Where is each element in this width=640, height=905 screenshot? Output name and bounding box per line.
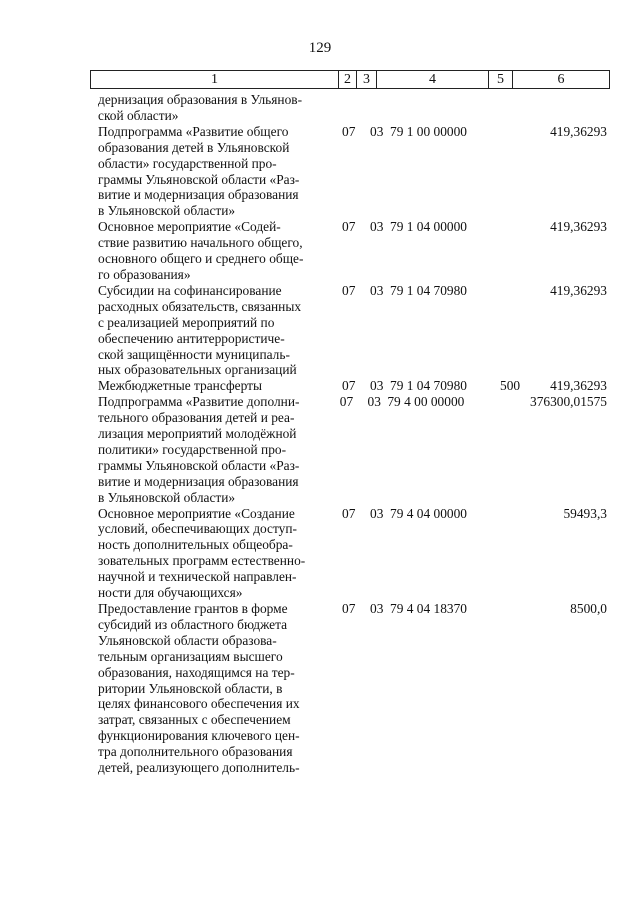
table-row [98,378,613,394]
row-name [98,601,334,776]
column-header-row [90,70,610,89]
row-name-line: Подпрограмма «Развитие дополни- [98,394,300,410]
table-row [98,92,613,124]
row-name-line: витие и модернизация образования [98,473,299,489]
row-name-line: ской защищённости муниципаль- [98,346,290,362]
row-cell-c6: 419,36293 [550,219,607,235]
row-cell-c2: 07 [342,219,356,235]
page-number: 129 [308,40,332,56]
row-name-line: целях финансового обеспечения их [98,696,300,712]
row-name [98,283,334,378]
row-name-line: граммы Ульяновской области «Раз- [98,457,300,473]
row-cell-c4: 79 4 04 00000 [390,505,467,521]
table-row [98,506,613,601]
row-name-line: зовательных программ естественно- [98,553,306,569]
row-name-line: лизация мероприятий молодёжной [98,426,297,442]
table-row [98,219,613,283]
row-name [98,124,334,219]
row-cell-c6: 419,36293 [550,378,607,394]
row-name-line: области» государственной про- [98,155,277,171]
row-cell-c6: 59493,3 [563,505,607,521]
table-body [98,92,613,776]
row-name-line: Предоставление грантов в форме [98,601,288,616]
row-name-line: Основное мероприятие «Создание [98,505,295,521]
row-cell-c4: 79 1 04 00000 [390,219,467,235]
row-name-line: Межбюджетные трансферты [98,378,262,394]
row-name-line: ных образовательных организаций [98,362,297,378]
table-row [98,394,613,505]
row-name [98,506,334,601]
table-row [98,601,613,776]
column-header-6: 6 [557,72,565,87]
row-name-line: субсидий из областного бюджета [98,616,288,632]
column-header-2: 2 [339,71,357,88]
row-cell-c4: 79 1 04 70980 [390,378,467,394]
row-cell-c4: 79 1 00 00000 [390,123,467,139]
row-name-line: го образования» [98,266,191,282]
row-name-line: ской области» [98,107,179,123]
row-name-line: научной и технической направлен- [98,569,297,585]
row-cell-c5: 500 [500,378,521,394]
row-name-line: тра дополнительного образования [98,744,293,760]
row-name-line: политики» государственной про- [98,441,287,457]
column-header-1: 1 [91,71,339,88]
row-name-line: с реализацией мероприятий по [98,314,275,330]
row-name [98,394,332,505]
row-name [98,219,334,283]
row-cell-c3: 03 [370,505,384,521]
row-name-line: ности для обучающихся» [98,585,243,601]
row-name-line: детей, реализующего дополнитель- [98,760,300,776]
row-name-line: дернизация образования в Ульянов- [98,92,303,107]
row-name-line: ность дополнительных общеобра- [98,537,293,553]
row-name-line: основного общего и среднего обще- [98,251,304,267]
row-cell-c4: 79 4 04 18370 [390,601,467,616]
row-name-line: тельным организациям высшего [98,648,283,664]
row-cell-c6: 8500,0 [570,601,607,616]
row-cell-c2: 07 [339,394,354,410]
row-cell-c3: 03 [370,282,384,298]
row-cell-c6: 376300,01575 [530,394,607,410]
row-name-line: ритории Ульяновской области, в [98,680,283,696]
row-name [98,378,334,394]
row-cell-c2: 07 [342,505,356,521]
row-name-line: образования детей в Ульяновской [98,139,290,155]
row-cell-c2: 07 [342,123,356,139]
row-cell-c3: 03 [370,219,384,235]
column-header-4: 4 [377,71,489,88]
row-name-line: Подпрограмма «Развитие общего [98,123,289,139]
row-name [98,92,334,124]
table-row [98,283,613,378]
row-cell-c4: 79 1 04 70980 [390,282,467,298]
row-cell-c3: 03 [370,378,384,394]
row-name-line: ствие развитию начального общего, [98,235,303,251]
row-name-line: граммы Ульяновской области «Раз- [98,171,300,187]
row-cell-c6: 419,36293 [550,123,607,139]
column-header-3: 3 [357,71,377,88]
row-name-line: расходных обязательств, связанных [98,298,302,314]
row-cell-c3: 03 [367,394,381,410]
row-name-line: обеспечению антитеррористиче- [98,330,285,346]
row-cell-c3: 03 [370,123,384,139]
row-name-line: витие и модернизация образования [98,187,299,203]
row-name-line: условий, обеспечивающих доступ- [98,521,297,537]
row-name-line: Основное мероприятие «Содей- [98,219,281,235]
row-cell-c2: 07 [342,378,356,394]
row-name-line: затрат, связанных с обеспечением [98,712,291,728]
row-cell-c4: 79 4 00 00000 [387,394,465,410]
column-header-5: 5 [489,71,513,88]
row-name-line: образования, находящимся на тер- [98,664,295,680]
row-name-line: Ульяновской области образова- [98,632,277,648]
row-cell-c2: 07 [342,601,356,616]
row-cell-c6: 419,36293 [550,282,607,298]
row-name-line: в Ульяновской области» [98,203,236,219]
row-name-line: в Ульяновской области» [98,489,236,505]
row-cell-c3: 03 [370,601,384,616]
row-name-line: тельного образования детей и реа- [98,410,295,426]
row-name-line: функционирования ключевого цен- [98,728,300,744]
row-cell-c2: 07 [342,282,356,298]
table-row [98,124,613,219]
row-name-line: Субсидии на софинансирование [98,282,282,298]
